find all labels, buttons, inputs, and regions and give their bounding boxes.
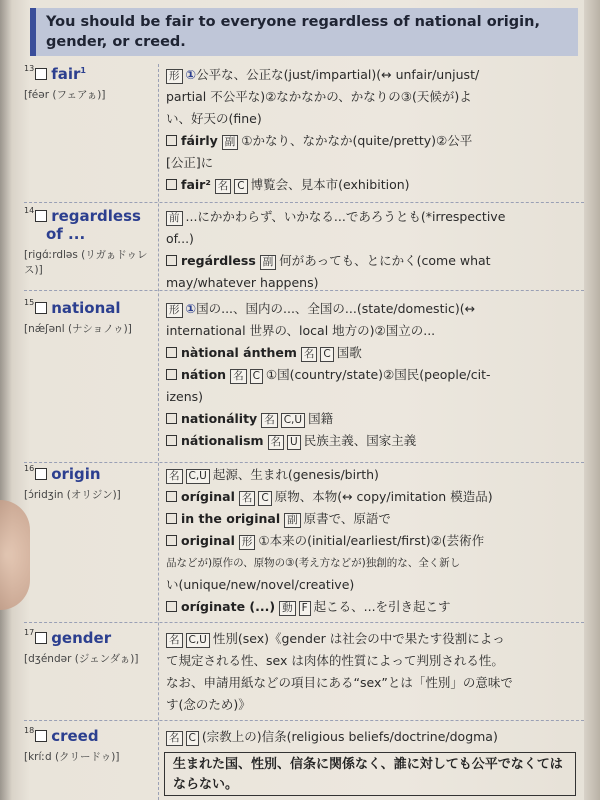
entry-body xyxy=(166,464,584,618)
definition-line: 博覧会、見本市(exhibition) xyxy=(250,177,410,192)
derived-word: fair² xyxy=(181,177,211,192)
entry-head xyxy=(24,726,158,764)
verb-form-tag: F xyxy=(299,601,311,616)
checkbox-icon[interactable] xyxy=(166,179,177,190)
entry-body xyxy=(166,726,584,748)
entry-number: 17 xyxy=(24,628,35,637)
row-divider xyxy=(24,720,584,721)
pos-tag: 名 xyxy=(230,369,247,384)
derived-word: original xyxy=(181,533,235,548)
pos-tag: 名 xyxy=(268,435,285,450)
derived-word: nátionalism xyxy=(181,433,264,448)
pos-tag: 名 xyxy=(166,731,183,746)
checkbox-icon[interactable] xyxy=(166,513,177,524)
definition-line: 起こる、...を引き起こす xyxy=(313,599,451,614)
entry-number: 13 xyxy=(24,64,35,73)
pronunciation: [ɔ́ridʒin (オリジン)] xyxy=(24,489,121,501)
pos-tag: 名 xyxy=(215,179,232,194)
entry-number: 15 xyxy=(24,298,35,307)
derived-word: nationálity xyxy=(181,411,258,426)
definition-line: partial 不公平な)②なかなかの、かなりの③(天候が)よ xyxy=(166,89,472,104)
checkbox-icon[interactable] xyxy=(166,601,177,612)
checkbox-icon[interactable] xyxy=(166,347,177,358)
definition-line: 国歌 xyxy=(336,345,362,360)
definition-line: 民族主義、国家主義 xyxy=(303,433,417,448)
pos-tag: 名 xyxy=(166,469,183,484)
pos-tag: 動 xyxy=(279,601,296,616)
checkbox-icon[interactable] xyxy=(35,468,47,480)
translation-box: 生まれた国、性別、信条に関係なく、誰に対しても公平でなくてはならない。 xyxy=(164,752,576,796)
definition-line: ①国(country/state)②国民(people/cit- xyxy=(265,367,491,382)
derived-word: oríginate (...) xyxy=(181,599,276,614)
derived-word: in the original xyxy=(181,511,281,526)
row-divider xyxy=(24,462,584,463)
entry-head xyxy=(24,628,158,666)
derived-word: regárdless xyxy=(181,253,256,268)
banner-sentence: You should be fair to everyone regardless of national origin, gender, or creed. xyxy=(30,8,578,56)
entry-regardless-of xyxy=(24,206,584,290)
row-divider xyxy=(24,622,584,623)
countable-tag: C xyxy=(320,347,333,362)
checkbox-icon[interactable] xyxy=(35,210,47,222)
derived-word: fáirly xyxy=(181,133,218,148)
derived-word: nàtional ánthem xyxy=(181,345,297,360)
entry-origin xyxy=(24,464,584,622)
definition-line: て規定される性、sex は肉体的性質によって判別される性。 xyxy=(166,653,504,668)
entry-body xyxy=(166,628,584,716)
entry-body: 形 ①国の...、国内の...、全国の...(state/domestic)(↔ international 世界の、local 地方の)②国立の... nàtional ánthem 名 C 国歌 nátion 名 C ①国(country/state)②国民(people/cit- izens) nationálity 名 C,U 国籍 nátionalism 名 U 民族主義、国家主義 xyxy=(166,298,584,452)
entry-head xyxy=(24,298,158,336)
pos-tag: 副 xyxy=(222,135,239,150)
countable-tag: C,U xyxy=(186,469,210,484)
checkbox-icon[interactable] xyxy=(166,535,177,546)
definition-line: い、好天の(fine) xyxy=(166,111,262,126)
thumb-photo xyxy=(0,500,30,610)
pronunciation: [kríːd (クリードゥ)] xyxy=(24,751,120,763)
headword: gender xyxy=(51,629,112,647)
uncountable-tag: U xyxy=(287,435,301,450)
definition-line: 起源、生まれ(genesis/birth) xyxy=(212,467,379,482)
definition-line: 原物、本物(↔ copy/imitation 模造品) xyxy=(274,489,493,504)
definition-line: izens) xyxy=(166,389,204,404)
headword-continued: of ... xyxy=(46,225,86,243)
checkbox-icon[interactable] xyxy=(166,369,177,380)
entry-fair xyxy=(24,64,584,204)
definition-line: of...) xyxy=(166,231,194,246)
definition-line: 原書で、原語で xyxy=(303,511,391,526)
entry-national xyxy=(24,298,584,462)
headword: fair$^1$ xyxy=(51,65,86,83)
entry-body xyxy=(166,206,584,294)
headword: creed xyxy=(51,727,99,745)
headword: national xyxy=(51,299,121,317)
definition-line: 国の...、国内の...、全国の...(state/domestic)(↔ xyxy=(196,301,476,316)
definition-line: 公平な、公正な(just/impartial)(↔ unfair/unjust/ xyxy=(196,67,480,82)
entry-number: 16 xyxy=(24,464,35,473)
entry-head xyxy=(24,64,158,102)
derived-word: oríginal xyxy=(181,489,235,504)
pos-tag: 名 xyxy=(301,347,318,362)
pronunciation: [rigɑ́ːrdləs (リガぁドゥレス)] xyxy=(24,249,148,276)
definition-line: ①本来の(initial/earliest/first)②(芸術作 xyxy=(258,533,485,548)
pos-tag: 副 xyxy=(260,255,277,270)
entry-head xyxy=(24,206,158,277)
countable-tag: C,U xyxy=(281,413,305,428)
pronunciation: [féər (フェアぁ)] xyxy=(24,89,106,101)
checkbox-icon[interactable] xyxy=(35,730,47,742)
definition-line: い(unique/new/novel/creative) xyxy=(166,577,355,592)
definition-line: なお、申請用紙などの項目にある“sex”とは「性別」の意味で xyxy=(166,675,513,690)
pronunciation: [dʒéndər (ジェンダぁ)] xyxy=(24,653,139,665)
checkbox-icon[interactable] xyxy=(35,68,47,80)
definition-line: (宗教上の)信条(religious beliefs/doctrine/dogma) xyxy=(201,729,498,744)
entry-body: 形 ①公平な、公正な(just/impartial)(↔ unfair/unjust/ partial 不公平な)②なかなかの、かなりの③(天候が)よ い、好天の(fine) fáirly 副 ①かなり、なかなか(quite/pretty)②公平 [公正]に fair² 名 C 博覧会、見本市(exhibition) xyxy=(166,64,584,196)
pos-tag: 名 xyxy=(239,491,256,506)
checkbox-icon[interactable] xyxy=(166,135,177,146)
countable-tag: C xyxy=(234,179,247,194)
checkbox-icon[interactable] xyxy=(166,413,177,424)
pos-tag: 形 xyxy=(166,69,183,84)
definition-line: [公正]に xyxy=(166,155,214,170)
definition-line: 何があっても、とにかく(come what xyxy=(279,253,491,268)
pos-tag: 形 xyxy=(239,535,256,550)
checkbox-icon[interactable] xyxy=(35,632,47,644)
definition-line: す(念のため)》 xyxy=(166,697,251,712)
page-edge xyxy=(584,0,600,800)
headword: regardless xyxy=(51,207,141,225)
checkbox-icon[interactable] xyxy=(166,255,177,266)
page-shadow xyxy=(0,0,12,800)
pos-tag: 副 xyxy=(284,513,301,528)
checkbox-icon[interactable] xyxy=(166,435,177,446)
definition-line: ①かなり、なかなか(quite/pretty)②公平 xyxy=(241,133,473,148)
entry-head xyxy=(24,464,158,502)
countable-tag: C xyxy=(250,369,263,384)
pronunciation: [nǽʃənl (ナショノゥ)] xyxy=(24,323,132,335)
countable-tag: C,U xyxy=(186,633,210,648)
definition-line: may/whatever happens) xyxy=(166,275,319,290)
headword: origin xyxy=(51,465,101,483)
countable-tag: C xyxy=(186,731,199,746)
entry-gender xyxy=(24,628,584,720)
pos-tag: 名 xyxy=(261,413,278,428)
checkbox-icon[interactable] xyxy=(35,302,47,314)
pos-tag: 形 xyxy=(166,303,183,318)
definition-line: 国籍 xyxy=(308,411,334,426)
definition-line: international 世界の、local 地方の)②国立の... xyxy=(166,323,436,338)
countable-tag: C xyxy=(258,491,271,506)
pos-tag: 名 xyxy=(166,633,183,648)
definition-line: ...にかかわらず、いかなる...であろうとも(*irrespective xyxy=(185,209,506,224)
checkbox-icon[interactable] xyxy=(166,491,177,502)
derived-word: nátion xyxy=(181,367,227,382)
pos-tag: 前 xyxy=(166,211,183,226)
entry-number: 14 xyxy=(24,206,35,215)
entry-number: 18 xyxy=(24,726,35,735)
definition-line: 品などが)原作の、原物の③(考え方などが)独創的な、全く新し xyxy=(166,557,461,569)
definition-line: 性別(sex)《gender は社会の中で果たす役割によっ xyxy=(212,631,505,646)
